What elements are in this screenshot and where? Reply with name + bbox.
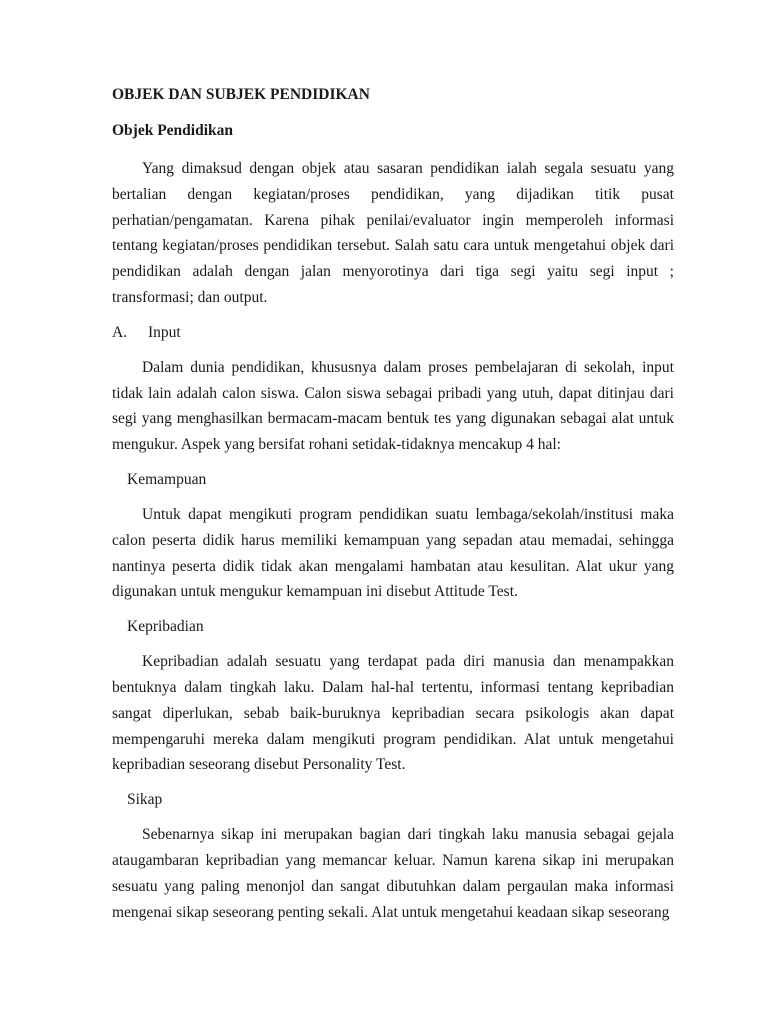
input-paragraph: Dalam dunia pendidikan, khususnya dalam proses pembelajaran di sekolah, input tidak lain adalah calon siswa. Calon siswa sebagai pribadi yang utuh, dapat ditinjau dari segi yang menghasilkan bermacam-macam bentuk tes yang digunakan sebagai alat untuk mengukur. Aspek yang bersifat rohani setidak-tidaknya mencakup 4 hal: — [112, 358, 674, 454]
document-title: OBJEK DAN SUBJEK PENDIDIKAN — [112, 86, 370, 103]
kemampuan-paragraph: Untuk dapat mengikuti program pendidikan suatu lembaga/sekolah/institusi maka calon peserta didik harus memiliki kemampuan yang sepadan atau memadai, sehingga nantinya peserta didik tidak akan mengalami hambatan atau kesulitan. Alat ukur yang digunakan untuk mengukur kemampuan ini disebut Attitude Test. — [112, 505, 674, 601]
section-label: Input — [148, 323, 181, 341]
intro-paragraph: Yang dimaksud dengan objek atau sasaran pendidikan ialah segala sesuatu yang bertalian dengan kegiatan/proses pendidikan, yang dijadikan titik pusat perhatian/pengamatan. Karena pihak penilai/evaluator ingin memperoleh informasi tentang kegiatan/proses pendidikan tersebut. Salah satu cara untuk mengetahui objek dari pendidikan adalah dengan jalan menyorotinya dari tiga segi yaitu segi input ; transformasi; dan output. — [112, 160, 674, 306]
section-title-objek: Objek Pendidikan — [112, 122, 234, 139]
section-heading-input — [112, 320, 674, 346]
section-number: A. — [112, 323, 128, 341]
kepribadian-paragraph: Kepribadian adalah sesuatu yang terdapat pada diri manusia dan menampakkan bentuknya dalam tingkah laku. Dalam hal-hal tertentu, informasi tentang kepribadian sangat diperlukan, sebab baik-buruknya kepribadian secara psikologis akan dapat mempengaruhi mereka dalam mengikuti program pendidikan. Alat untuk mengetahui kepribadian seseorang disebut Personality Test. — [112, 653, 674, 774]
subheading-kepribadian: Kepribadian — [127, 618, 204, 636]
document-page — [112, 82, 674, 925]
subheading-kemampuan: Kemampuan — [127, 470, 207, 488]
sikap-paragraph: Sebenarnya sikap ini merupakan bagian dari tingkah laku manusia sebagai gejala ataugambaran kepribadian yang memancar keluar. Namun karena sikap ini merupakan sesuatu yang paling menonjol dan sangat dibutuhkan dalam pergaulan maka informasi mengenai sikap seseorang penting sekali. Alat untuk mengetahui keadaan sikap seseorang — [112, 826, 674, 921]
subheading-sikap: Sikap — [127, 791, 163, 809]
